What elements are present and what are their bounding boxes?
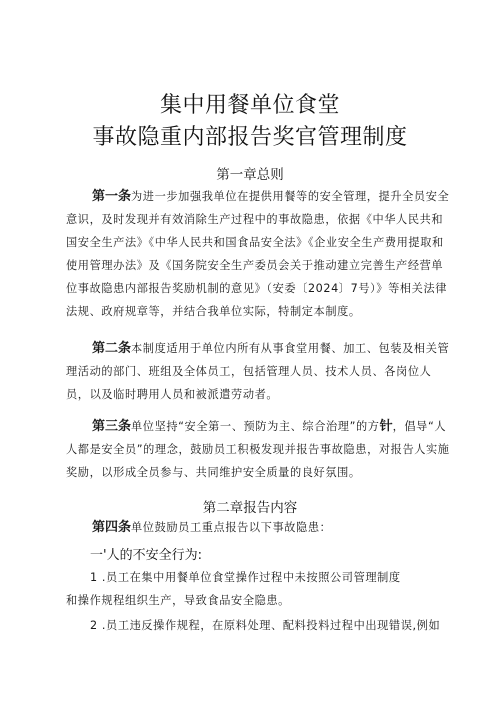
list-item-2 [66,614,452,637]
article-1-label: 第一条 [92,189,132,204]
chapter-heading-1: 第一章总则 [216,167,284,183]
article-2-text: 本制度适用于单位内所有从事食堂用餐、加工、包装及相关管理活动的部门、班组及全体员工，包括管理人员、技术人员、各岗位人员，以及临时聘用人员和被派遣劳动者。 [66,342,450,401]
list-item-1-line1: 1 .员工在集中用餐单位食堂操作过程中未按照公司管理制度 [90,571,401,584]
chapter-heading-2: 第二章报告内容 [202,500,298,516]
article-4-label: 第四条 [92,520,132,535]
article-4 [66,516,452,539]
article-3-label: 第三条 [92,419,132,434]
list-item-1 [66,566,452,589]
article-1 [66,185,452,323]
article-3-text-c: ，倡导“人人都是安全员”的理念，鼓励员工积极发现并报告事故隐患，对报告人实施奖励，以形成全员参与、共同维护安全质量的良好氛围。 [66,420,450,479]
article-3-text-b: 针 [379,419,393,434]
list-item-1-cont [66,589,452,612]
list-item-1-line2: 和操作规程组织生产，导致食品安全隐患。 [66,594,290,607]
article-2-label: 第二条 [92,341,132,356]
list-item-2-line1: 2 .员工违反操作规程，在原料处理、配料投料过程中出现错误,例如 [90,619,441,632]
section-heading-1: 一'人的不安全行为: [90,548,202,563]
article-3 [66,415,452,484]
article-1-text: 为进一步加强我单位在提供用餐等的安全管理，提升全员安全意识，及时发现并有效消除生产过程中的事故隐患，依据《中华人民共和国安全生产法》《中华人民共和国食品安全法》《企业安全生产费用提取和使用管理办法》及《国务院安全生产委员会关于推动建立完善生产经营单位事故隐患内部报告奖励机制的意见》（安委〔2024〕7号）》等相关法律法规、政府规章等，并结合我单位实际，特制定本制度。 [66,190,450,318]
article-4-text: 单位鼓励员工重点报告以下事故隐患： [131,521,332,534]
article-3-text-a: 单位坚持“安全第一、预防为主、综合治理”的方 [131,420,380,433]
article-2 [66,337,452,406]
document-title-line2: 事故隐重内部报告奖官管理制度 [92,125,408,150]
document-title-line1: 集中用餐单位食堂 [159,93,340,118]
